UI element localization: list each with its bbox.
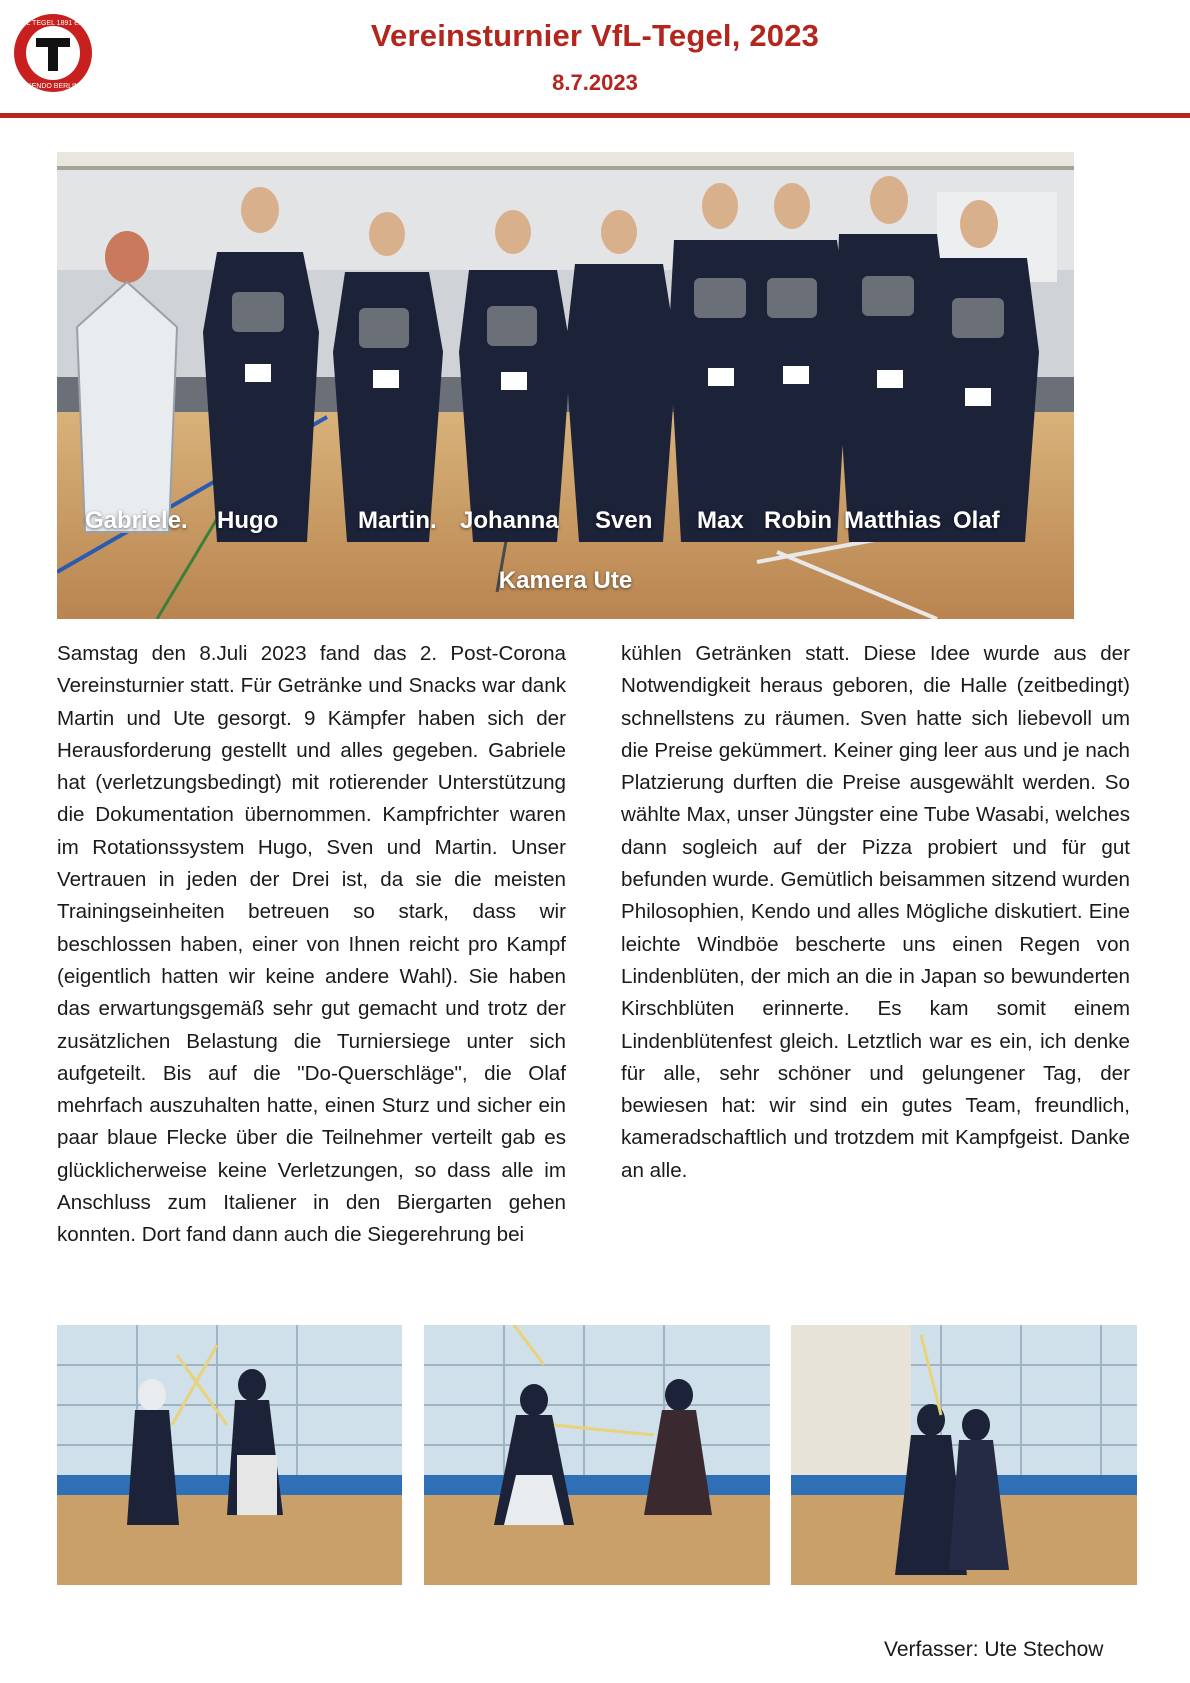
event-date: 8.7.2023 (552, 70, 638, 95)
header-divider (0, 113, 1190, 118)
group-photo (57, 152, 1074, 619)
article-left-column: Samstag den 8.Juli 2023 fand das 2. Post-Corona Vereinsturnier statt. Für Getränke und Snacks war dank Martin und Ute gesorgt. 9 Kämpfer haben sich der Herausforderung gestellt und alles gegeben. Gabriele hat (verletzungsbedingt) mit rotierender Unterstützung die Dokumentation übernommen. Kampfrichter waren im Rotationssystem Hugo, Sven und Martin. Unser Vertrauen in jeden der Drei ist, da sie die meisten Trainingseinheiten betreuen so stark, dass wir beschlossen haben, einer von Ihnen reicht pro Kampf (eigentlich hatten wir keine andere Wahl). Sie haben das erwartungsgemäß sehr gut gemacht und trotz der zusätzlichen Belastung die Turniersiege unter sich aufgeteilt. Bis auf die "Do-Querschläge", die Olaf mehrfach auszuhalten hatte, einen Sturz und sicher ein paar blaue Flecke über die Teilnehmer verteilt gab es glücklicherweise keine Verletzungen, so dass alle im Anschluss zum Italiener in den Biergarten gehen konnten. Dort fand dann auch die Siegerehrung bei (57, 642, 566, 1247)
photo-name-label: Max (697, 507, 744, 534)
photo-camera-credit: Kamera Ute (498, 567, 633, 594)
svg-text:KENDO BERLIN: KENDO BERLIN (26, 83, 80, 90)
photo-name-label: Robin (764, 507, 832, 534)
photo-name-label: Gabriele. (85, 507, 188, 534)
page-title: Vereinsturnier VfL-Tegel, 2023 (370, 18, 820, 53)
kendo-match-photo (57, 1325, 402, 1585)
kendo-match-photo (424, 1325, 770, 1585)
author-credit: Verfasser: Ute Stechow (884, 1638, 1104, 1661)
group-photo-names (57, 507, 1074, 541)
svg-text:VfL TEGEL 1891 e.V.: VfL TEGEL 1891 e.V. (19, 20, 87, 27)
photo-name-label: Sven (595, 507, 653, 534)
photo-name-label: Hugo (217, 507, 279, 534)
photo-name-label: Olaf (953, 507, 1000, 534)
photo-name-label: Martin. (358, 507, 437, 534)
photo-name-label: Matthias (844, 507, 942, 534)
kendo-match-photo (791, 1325, 1137, 1585)
article-right-column: kühlen Getränken statt. Diese Idee wurde aus der Notwendigkeit heraus geboren, die Halle (zeitbedingt) schnellstens zu räumen. Sven hatte sich liebevoll um die Preise gekümmert. Keiner ging leer aus und je nach Platzierung durften die Preise ausgewählt werden. So wählte Max, unser Jüngster eine Tube Wasabi, welches dann sogleich auf der Pizza probiert und für gut befunden wurde. Gemütlich beisammen sitzend wurden Philosophien, Kendo und alles Mögliche diskutiert. Eine leichte Windböe bescherte uns einen Regen von Lindenblüten, der mich an die in Japan so bewunderten Kirschblüten erinnerte. Es kam somit einem Lindenblütenfest gleich. Letztlich war es ein, ich denke für alle, sehr schöner und gelungener Tag, der bewiesen hat: wir sind ein gutes Team, freundlich, kameradschaftlich und trotzdem mit Kampfgeist. Danke an alle. (621, 642, 1130, 1182)
photo-name-label: Johanna (460, 507, 559, 534)
